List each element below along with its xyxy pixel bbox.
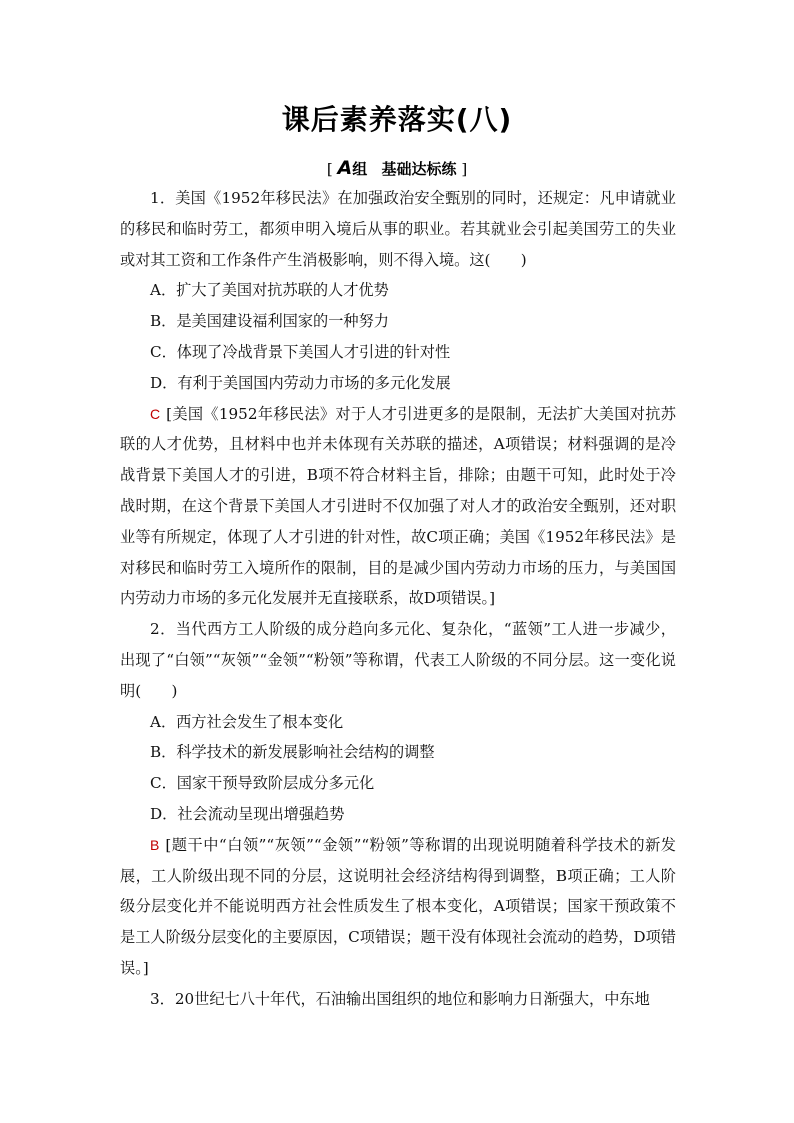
q1-stem: 1．美国《1952年移民法》在加强政治安全甄别的同时，还规定：凡申请就业的移民和临时劳工，都须申明入境后从事的职业。若其就业会引起美国劳工的失业或对其工资和工作条件产生消极影响，则不得入境。这( ) xyxy=(120,189,676,269)
group-label: 组 xyxy=(352,160,368,178)
page-title: 课后素养落实(八) xyxy=(281,103,513,136)
q3-stem: 3．20世纪七八十年代，石油输出国组织的地位和影响力日渐强大，中东地 xyxy=(150,989,650,1008)
content-body xyxy=(120,183,676,1015)
q1-option-b: B．是美国建设福利国家的一种努力 xyxy=(150,312,389,331)
q2-answer: B xyxy=(150,836,160,853)
q2-option-b: B．科学技术的新发展影响社会结构的调整 xyxy=(150,743,435,762)
group-letter: A xyxy=(337,157,353,179)
q1-option-c: C．体现了冷战背景下美国人才引进的针对性 xyxy=(150,342,451,361)
group-header xyxy=(0,157,794,179)
q2-explanation: [题干中“白领”“灰领”“金领”“粉领”等称谓的出现说明随着科学技术的新发展，工人阶级出现不同的分层，这说明社会经济结构得到调整，B项正确；工人阶级分层变化并不能说明西方社会性质发生了根本变化，A项错误；国家干预政策不是工人阶级分层变化的主要原因，C项错误；题干没有体现社会流动的趋势，D项错误。] xyxy=(120,835,676,977)
q2-option-c: C．国家干预导致阶层成分多元化 xyxy=(150,774,375,793)
group-close-bracket: ] xyxy=(461,160,468,178)
q2-stem: 2．当代西方工人阶级的成分趋向多元化、复杂化，“蓝领”工人进一步减少，出现了“白领”“灰领”“金领”“粉领”等称谓，代表工人阶级的不同分层。这一变化说明( ) xyxy=(120,620,676,700)
q1-explanation: [美国《1952年移民法》对于人才引进更多的是限制，无法扩大美国对抗苏联的人才优势，且材料中也并未体现有关苏联的描述，A项错误；材料强调的是冷战背景下美国人才的引进，B项不符合材料主旨，排除；由题干可知，此时处于冷战时期，在这个背景下美国人才引进时不仅加强了对人才的政治安全甄别，还对职业等有所规定，体现了人才引进的针对性，故C项正确；美国《1952年移民法》是对移民和临时劳工入境所作的限制，目的是减少国内劳动力市场的压力，与美国国内劳动力市场的多元化发展并无直接联系，故D项错误。] xyxy=(120,404,676,608)
q1-explanation-paragraph xyxy=(120,399,676,615)
q2-option-a: A．西方社会发生了根本变化 xyxy=(150,712,344,731)
q1-option-a: A．扩大了美国对抗苏联的人才优势 xyxy=(150,281,389,300)
group-open-bracket: [ xyxy=(326,160,333,178)
q1-option-d: D．有利于美国国内劳动力市场的多元化发展 xyxy=(150,373,451,392)
group-name: 基础达标练 xyxy=(381,160,457,178)
q1-answer: C xyxy=(150,405,161,422)
q2-explanation-paragraph xyxy=(120,830,676,984)
q2-option-d: D．社会流动呈现出增强趋势 xyxy=(150,804,345,823)
